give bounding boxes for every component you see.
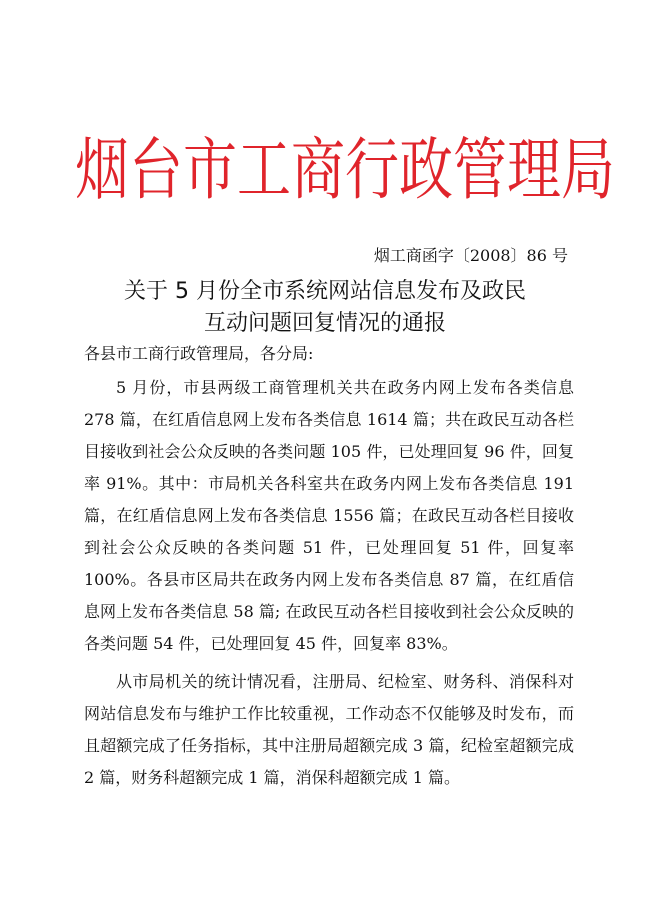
document-title-line-2: 互动问题回复情况的通报 — [203, 311, 446, 336]
body-paragraph-1: 5 月份，市县两级工商管理机关共在政务内网上发布各类信息 278 篇，在红盾信息网上发布各类信息 1614 篇；共在政民互动各栏目接收到社会公众反映的各类问题 105 件，已处理回复 96 件，回复率 91%。其中：市局机关各科室共在政务内网上发布各类信息 191 篇，在红盾信息网上发布各类信息 1556 篇；在政民互动各栏目接收到社会公众反映的各类问题 51 件，已处理回复 51 件，回复率 100%。各县市区局共在政务内网上发布各类信息 87 篇，在红盾信息网上发布各类信息 58 篇; 在政民互动各栏目接收到社会公众反映的各类问题 54 件，已处理回复 45 件，回复率 83%。 — [84, 378, 574, 653]
document-body — [84, 372, 574, 794]
addressee: 各县市工商行政管理局，各分局: — [84, 344, 314, 363]
document-number: 烟工商函字〔2008〕86 号 — [373, 246, 568, 265]
body-paragraph-2: 从市局机关的统计情况看，注册局、纪检室、财务科、消保科对网站信息发布与维护工作比较重视，工作动态不仅能够及时发布，而且超额完成了任务指标，其中注册局超额完成 3 篇，纪检室超额完成 2 篇，财务科超额完成 1 篇，消保科超额完成 1 篇。 — [84, 672, 574, 787]
document-title-line-1: 关于 5 月份全市系统网站信息发布及政民 — [124, 279, 526, 304]
masthead-title: 烟台市工商行政管理局 — [75, 130, 615, 210]
